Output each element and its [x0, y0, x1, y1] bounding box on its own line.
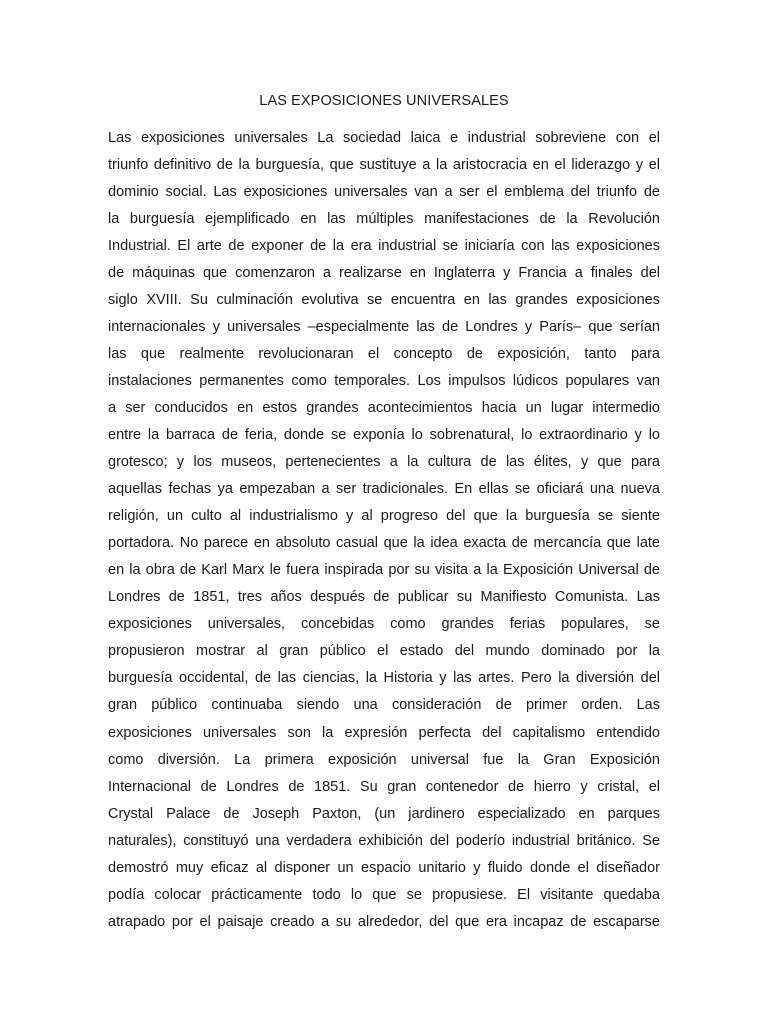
body-line: naturales), constituyó una verdadera exhibición del poderío industrial británico. Se	[108, 832, 660, 849]
body-line: en la obra de Karl Marx le fuera inspirada por su visita a la Exposición Universal de	[108, 562, 660, 579]
document-title: LAS EXPOSICIONES UNIVERSALES	[259, 93, 509, 109]
body-line: triunfo definitivo de la burguesía, que sustituye a la aristocracia en el liderazgo y el	[108, 156, 660, 173]
document-body	[108, 125, 660, 936]
body-line: siglo XVIII. Su culminación evolutiva se encuentra en las grandes exposiciones	[108, 291, 660, 308]
body-line: a ser conducidos en estos grandes acontecimientos hacia un lugar intermedio	[108, 399, 660, 416]
body-line: burguesía occidental, de las ciencias, la Historia y las artes. Pero la diversión del	[108, 670, 660, 687]
body-line: dominio social. Las exposiciones universales van a ser el emblema del triunfo de	[108, 183, 660, 200]
body-line: aquellas fechas ya empezaban a ser tradicionales. En ellas se oficiará una nueva	[108, 481, 660, 498]
body-line: Las exposiciones universales La sociedad laica e industrial sobreviene con el	[108, 129, 660, 146]
body-line: internacionales y universales –especialmente las de Londres y París– que serían	[108, 318, 660, 335]
body-line: Crystal Palace de Joseph Paxton, (un jardinero especializado en parques	[108, 805, 660, 822]
body-line: Industrial. El arte de exponer de la era industrial se iniciaría con las exposiciones	[108, 237, 660, 254]
body-line: la burguesía ejemplificado en las múltiples manifestaciones de la Revolución	[108, 210, 660, 227]
body-line: atrapado por el paisaje creado a su alrededor, del que era incapaz de escaparse	[108, 913, 660, 930]
body-line: portadora. No parece en absoluto casual que la idea exacta de mercancía que late	[108, 535, 660, 552]
body-line: religión, un culto al industrialismo y al progreso del que la burguesía se siente	[108, 508, 660, 525]
body-line: Londres de 1851, tres años después de publicar su Manifiesto Comunista. Las	[108, 589, 660, 606]
body-line: como diversión. La primera exposición universal fue la Gran Exposición	[108, 751, 660, 768]
body-line: instalaciones permanentes como temporales. Los impulsos lúdicos populares van	[108, 372, 660, 389]
body-line: Internacional de Londres de 1851. Su gran contenedor de hierro y cristal, el	[108, 778, 660, 795]
body-line: las que realmente revolucionaran el concepto de exposición, tanto para	[108, 345, 660, 362]
body-line: exposiciones universales, concebidas como grandes ferias populares, se	[108, 616, 660, 633]
body-line: propusieron mostrar al gran público el estado del mundo dominado por la	[108, 643, 660, 660]
body-line: grotesco; y los museos, pertenecientes a la cultura de las élites, y que para	[108, 454, 660, 471]
body-line: de máquinas que comenzaron a realizarse en Inglaterra y Francia a finales del	[108, 264, 660, 281]
body-line: demostró muy eficaz al disponer un espacio unitario y fluido donde el diseñador	[108, 859, 660, 876]
body-line: podía colocar prácticamente todo lo que se propusiese. El visitante quedaba	[108, 886, 660, 903]
body-line: exposiciones universales son la expresión perfecta del capitalismo entendido	[108, 724, 660, 741]
body-line: entre la barraca de feria, donde se exponía lo sobrenatural, lo extraordinario y lo	[108, 427, 660, 444]
body-line: gran público continuaba siendo una consideración de primer orden. Las	[108, 697, 660, 714]
